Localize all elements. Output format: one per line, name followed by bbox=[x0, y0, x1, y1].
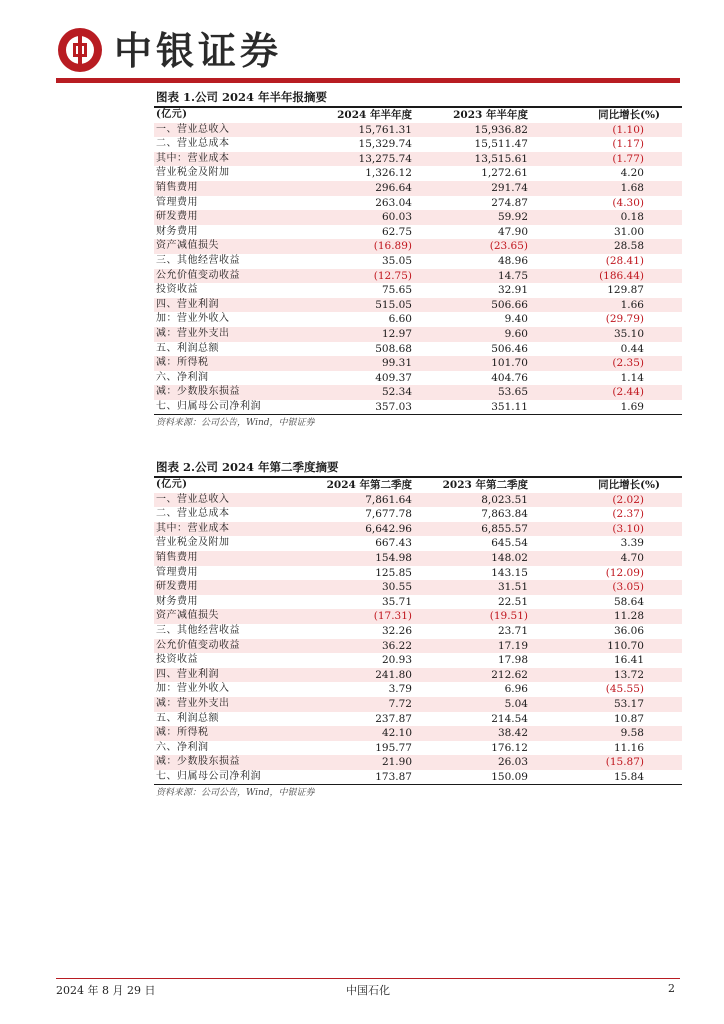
q2-table bbox=[154, 478, 682, 784]
table-cell: 6,642.96 bbox=[304, 522, 422, 537]
column-header: 同比增长(%) bbox=[598, 109, 660, 121]
table-cell: 53.65 bbox=[422, 385, 532, 400]
table-cell: 5.04 bbox=[422, 697, 532, 712]
table-cell: 13,275.74 bbox=[304, 152, 422, 167]
row-label: 一、营业总收入 bbox=[154, 493, 304, 508]
column-header: (亿元) bbox=[156, 479, 188, 490]
table-cell: 15.84 bbox=[613, 770, 644, 783]
table-cell: (1.17) bbox=[612, 138, 644, 151]
row-label: 减：所得税 bbox=[154, 726, 304, 741]
table-cell: 11.16 bbox=[613, 741, 644, 754]
row-label: 六、净利润 bbox=[156, 741, 209, 753]
row-label: 公允价值变动收益 bbox=[154, 269, 304, 284]
row-label: 七、归属母公司净利润 bbox=[156, 400, 261, 412]
row-label: 销售费用 bbox=[154, 551, 304, 566]
table-row bbox=[154, 580, 682, 595]
table-cell: 296.64 bbox=[304, 181, 422, 196]
table-title: 图表 1.公司 2024 年半年报摘要 bbox=[156, 90, 328, 104]
row-label: 研发费用 bbox=[154, 210, 304, 225]
table-cell: 7.72 bbox=[304, 697, 422, 712]
table-cell: 173.87 bbox=[375, 770, 412, 783]
table-cell: 515.05 bbox=[304, 298, 422, 313]
table-cell: 28.58 bbox=[532, 239, 682, 254]
table-cell: 13,515.61 bbox=[422, 152, 532, 167]
table-cell: (186.44) bbox=[532, 269, 682, 284]
row-label: 财务费用 bbox=[156, 595, 198, 607]
table-row bbox=[154, 166, 682, 181]
table-row bbox=[154, 770, 682, 785]
table-cell: 16.41 bbox=[613, 654, 644, 667]
row-label: 三、其他经营收益 bbox=[156, 624, 240, 636]
table-cell: 1.68 bbox=[532, 181, 682, 196]
table-cell: 176.12 bbox=[491, 741, 528, 754]
table-cell: (2.44) bbox=[532, 385, 682, 400]
page-header bbox=[0, 0, 724, 90]
table-cell: 14.75 bbox=[422, 269, 532, 284]
table-cell: 48.96 bbox=[497, 254, 528, 267]
table-row bbox=[154, 137, 682, 152]
table-cell: 7,861.64 bbox=[304, 493, 422, 508]
row-label: 四、营业利润 bbox=[154, 668, 304, 683]
table-cell: 75.65 bbox=[381, 284, 412, 297]
table-q2-summary bbox=[154, 458, 682, 801]
row-label: 资产减值损失 bbox=[154, 239, 304, 254]
table-cell: 195.77 bbox=[375, 741, 412, 754]
table-cell: (2.35) bbox=[532, 356, 682, 371]
table-half-year-summary bbox=[154, 88, 682, 431]
table-row bbox=[154, 653, 682, 668]
bank-of-china-logo-icon bbox=[58, 28, 102, 72]
row-label: 四、营业利润 bbox=[154, 298, 304, 313]
table-cell: 110.70 bbox=[532, 639, 682, 654]
table-row bbox=[154, 356, 682, 371]
table-cell: 38.42 bbox=[422, 726, 532, 741]
table-cell: 99.31 bbox=[304, 356, 422, 371]
table-cell: 4.20 bbox=[620, 167, 644, 180]
table-row bbox=[154, 196, 682, 211]
row-label: 其中：营业成本 bbox=[154, 152, 304, 167]
table-row bbox=[154, 400, 682, 415]
table-cell: 52.34 bbox=[304, 385, 422, 400]
table-row bbox=[154, 123, 682, 138]
row-label: 二、营业总成本 bbox=[156, 138, 230, 150]
table-row bbox=[154, 269, 682, 284]
table-cell: 409.37 bbox=[375, 371, 412, 384]
table-cell: 53.17 bbox=[532, 697, 682, 712]
table-cell: (1.10) bbox=[532, 123, 682, 138]
table-cell: 60.03 bbox=[304, 210, 422, 225]
table-cell: (2.02) bbox=[532, 493, 682, 508]
table-cell: 9.60 bbox=[422, 327, 532, 342]
table-cell: 31.00 bbox=[613, 225, 644, 238]
table-cell: 0.44 bbox=[620, 342, 644, 355]
table-cell: 6,855.57 bbox=[422, 522, 532, 537]
table-cell: 3.79 bbox=[388, 683, 412, 696]
table-cell: (4.30) bbox=[612, 196, 644, 209]
table-row bbox=[154, 327, 682, 342]
table-cell: 20.93 bbox=[381, 654, 412, 667]
table-cell: 7,863.84 bbox=[481, 508, 528, 521]
column-header: 同比增长(%) bbox=[598, 479, 660, 491]
table-cell: 1.69 bbox=[620, 400, 644, 413]
table-cell: 6.96 bbox=[504, 683, 528, 696]
table-row bbox=[154, 536, 682, 551]
row-label: 财务费用 bbox=[156, 225, 198, 237]
table-cell: (3.10) bbox=[532, 522, 682, 537]
table-cell: 8,023.51 bbox=[422, 493, 532, 508]
table-cell: 31.51 bbox=[422, 580, 532, 595]
table-row bbox=[154, 522, 682, 537]
column-header: 2024 年半年度 bbox=[337, 109, 412, 121]
row-label: 一、营业总收入 bbox=[154, 123, 304, 138]
table-cell: 4.70 bbox=[532, 551, 682, 566]
row-label: 资产减值损失 bbox=[154, 609, 304, 624]
table-header-row bbox=[154, 478, 682, 493]
table-cell: 357.03 bbox=[375, 400, 412, 413]
column-header: (亿元) bbox=[156, 109, 188, 120]
half-year-table bbox=[154, 108, 682, 414]
column-header: 2023 年半年度 bbox=[453, 109, 528, 121]
table-cell: (2.37) bbox=[612, 508, 644, 521]
table-row bbox=[154, 624, 682, 639]
row-label: 六、净利润 bbox=[156, 371, 209, 383]
table-row bbox=[154, 595, 682, 610]
table-cell: (17.31) bbox=[304, 609, 422, 624]
table-cell: 0.18 bbox=[532, 210, 682, 225]
table-cell: (3.05) bbox=[532, 580, 682, 595]
table-cell: 645.54 bbox=[491, 537, 528, 550]
table-cell: 35.71 bbox=[381, 595, 412, 608]
row-label: 减：所得税 bbox=[154, 356, 304, 371]
table-cell: 667.43 bbox=[375, 537, 412, 550]
table-cell: (28.41) bbox=[605, 254, 644, 267]
table-row bbox=[154, 312, 682, 327]
table-cell: 150.09 bbox=[491, 770, 528, 783]
row-label: 管理费用 bbox=[156, 196, 198, 208]
footer-company: 中国石化 bbox=[346, 984, 390, 997]
table-title: 图表 2.公司 2024 年第二季度摘要 bbox=[156, 460, 339, 474]
table-row bbox=[154, 639, 682, 654]
table-cell: 274.87 bbox=[491, 196, 528, 209]
table-cell: 143.15 bbox=[491, 566, 528, 579]
table-row bbox=[154, 755, 682, 770]
table-cell: (12.75) bbox=[304, 269, 422, 284]
table-row bbox=[154, 551, 682, 566]
table-cell: 101.70 bbox=[422, 356, 532, 371]
table-cell: 1.66 bbox=[532, 298, 682, 313]
row-label: 减：少数股东损益 bbox=[154, 385, 304, 400]
row-label: 三、其他经营收益 bbox=[156, 254, 240, 266]
table-row bbox=[154, 682, 682, 697]
row-label: 投资收益 bbox=[156, 284, 198, 296]
table-cell: 36.22 bbox=[304, 639, 422, 654]
table-cell: 17.98 bbox=[497, 654, 528, 667]
table-cell: 17.19 bbox=[422, 639, 532, 654]
row-label: 管理费用 bbox=[156, 566, 198, 578]
footer-date: 2024 年 8 月 29 日 bbox=[56, 984, 156, 997]
table-cell: 1.14 bbox=[620, 371, 644, 384]
row-label: 营业税金及附加 bbox=[156, 537, 230, 549]
table-cell: 237.87 bbox=[375, 712, 412, 725]
table-row bbox=[154, 371, 682, 386]
table-cell: 214.54 bbox=[491, 712, 528, 725]
row-label: 加：营业外收入 bbox=[156, 313, 230, 325]
table-cell: 10.87 bbox=[613, 712, 644, 725]
table-cell: (29.79) bbox=[605, 313, 644, 326]
table-row bbox=[154, 283, 682, 298]
table-cell: (16.89) bbox=[304, 239, 422, 254]
table-cell: (19.51) bbox=[422, 609, 532, 624]
table-cell: 12.97 bbox=[304, 327, 422, 342]
table-row bbox=[154, 225, 682, 240]
table-cell: 9.40 bbox=[504, 313, 528, 326]
table-cell: 35.10 bbox=[532, 327, 682, 342]
table-row bbox=[154, 239, 682, 254]
table-cell: (45.55) bbox=[605, 683, 644, 696]
column-header: 2024 年第二季度 bbox=[326, 479, 412, 491]
brand-name: 中银证券 bbox=[114, 28, 283, 73]
table-cell: 15,511.47 bbox=[474, 138, 528, 151]
table-row bbox=[154, 298, 682, 313]
table-row bbox=[154, 210, 682, 225]
table-row bbox=[154, 726, 682, 741]
column-header: 2023 年第二季度 bbox=[442, 479, 528, 491]
table-cell: 7,677.78 bbox=[365, 508, 412, 521]
row-label: 其中：营业成本 bbox=[154, 522, 304, 537]
table-cell: 42.10 bbox=[304, 726, 422, 741]
table-cell: 62.75 bbox=[381, 225, 412, 238]
table-cell: 9.58 bbox=[532, 726, 682, 741]
table-row bbox=[154, 507, 682, 522]
table-row bbox=[154, 609, 682, 624]
row-label: 销售费用 bbox=[154, 181, 304, 196]
row-label: 研发费用 bbox=[154, 580, 304, 595]
row-label: 五、利润总额 bbox=[156, 342, 219, 354]
table-cell: 35.05 bbox=[381, 254, 412, 267]
table-cell: (15.87) bbox=[532, 755, 682, 770]
row-label: 公允价值变动收益 bbox=[154, 639, 304, 654]
table-row bbox=[154, 385, 682, 400]
table-cell: 30.55 bbox=[304, 580, 422, 595]
table-cell: 15,329.74 bbox=[358, 138, 412, 151]
table-cell: 26.03 bbox=[422, 755, 532, 770]
row-label: 减：少数股东损益 bbox=[154, 755, 304, 770]
table-row bbox=[154, 712, 682, 727]
row-label: 二、营业总成本 bbox=[156, 508, 230, 520]
row-label: 五、利润总额 bbox=[156, 712, 219, 724]
table-cell: 404.76 bbox=[491, 371, 528, 384]
table-row bbox=[154, 254, 682, 269]
footer-divider bbox=[56, 978, 680, 979]
table-cell: 154.98 bbox=[304, 551, 422, 566]
table-row bbox=[154, 741, 682, 756]
table-cell: 13.72 bbox=[532, 668, 682, 683]
row-label: 减：营业外支出 bbox=[154, 697, 304, 712]
table-cell: 47.90 bbox=[497, 225, 528, 238]
table-row bbox=[154, 697, 682, 712]
table-cell: 241.80 bbox=[304, 668, 422, 683]
table-cell: 212.62 bbox=[422, 668, 532, 683]
table-cell: 508.68 bbox=[375, 342, 412, 355]
table-cell: 506.46 bbox=[491, 342, 528, 355]
table-cell: 125.85 bbox=[375, 566, 412, 579]
table-row bbox=[154, 668, 682, 683]
table-cell: 6.60 bbox=[388, 313, 412, 326]
table-row bbox=[154, 152, 682, 167]
table-cell: (1.77) bbox=[532, 152, 682, 167]
table-cell: 22.51 bbox=[497, 595, 528, 608]
table-cell: 32.91 bbox=[497, 284, 528, 297]
table-cell: 3.39 bbox=[620, 537, 644, 550]
table-cell: 148.02 bbox=[422, 551, 532, 566]
row-label: 加：营业外收入 bbox=[156, 683, 230, 695]
row-label: 营业税金及附加 bbox=[156, 167, 230, 179]
table-cell: 15,761.31 bbox=[304, 123, 422, 138]
table-cell: 32.26 bbox=[381, 624, 412, 637]
table-cell: 1,272.61 bbox=[481, 167, 528, 180]
table-header-row bbox=[154, 108, 682, 123]
table-cell: (23.65) bbox=[422, 239, 532, 254]
table-row bbox=[154, 342, 682, 357]
table-row bbox=[154, 493, 682, 508]
table-cell: 351.11 bbox=[491, 400, 528, 413]
page-number: 2 bbox=[668, 982, 675, 995]
table-cell: (12.09) bbox=[605, 566, 644, 579]
table-row bbox=[154, 566, 682, 581]
table-row bbox=[154, 181, 682, 196]
row-label: 七、归属母公司净利润 bbox=[156, 770, 261, 782]
table-cell: 21.90 bbox=[304, 755, 422, 770]
table-cell: 23.71 bbox=[497, 624, 528, 637]
table-cell: 36.06 bbox=[613, 624, 644, 637]
table-cell: 15,936.82 bbox=[422, 123, 532, 138]
table-source-note: 资料来源：公司公告，Wind，中银证券 bbox=[156, 788, 315, 799]
table-cell: 59.92 bbox=[422, 210, 532, 225]
table-cell: 291.74 bbox=[422, 181, 532, 196]
table-cell: 11.28 bbox=[532, 609, 682, 624]
table-cell: 263.04 bbox=[375, 196, 412, 209]
table-source-note: 资料来源：公司公告，Wind，中银证券 bbox=[156, 418, 315, 429]
table-cell: 58.64 bbox=[613, 595, 644, 608]
row-label: 减：营业外支出 bbox=[154, 327, 304, 342]
row-label: 投资收益 bbox=[156, 654, 198, 666]
header-divider bbox=[56, 78, 680, 83]
table-cell: 506.66 bbox=[422, 298, 532, 313]
table-cell: 1,326.12 bbox=[365, 167, 412, 180]
table-cell: 129.87 bbox=[607, 284, 644, 297]
